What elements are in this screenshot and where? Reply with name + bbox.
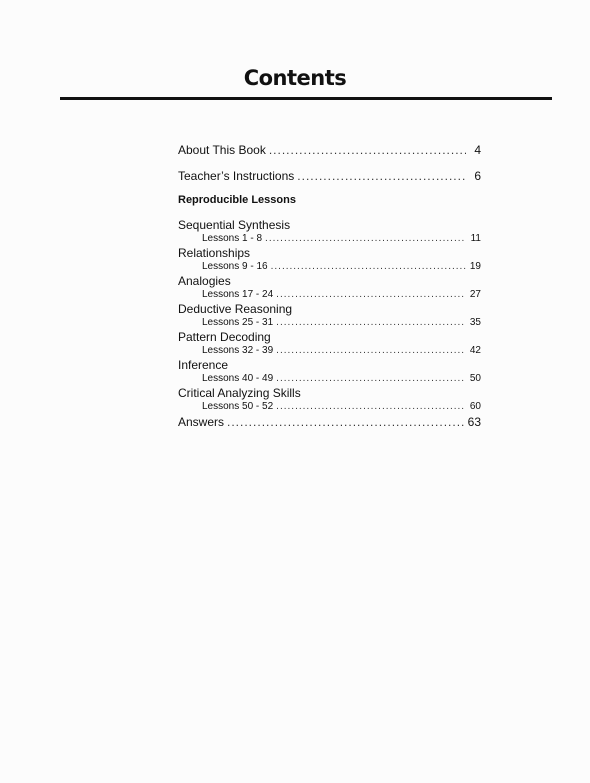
- lesson-category: Sequential Synthesis: [178, 218, 291, 232]
- lesson-list: [178, 219, 481, 429]
- lesson-page: 35: [469, 317, 481, 328]
- lesson-range: Lessons 50 - 52: [202, 401, 274, 412]
- lesson-range: Lessons 9 - 16: [202, 261, 268, 272]
- section-heading: Reproducible Lessons: [178, 194, 296, 206]
- dot-leader: [276, 372, 466, 385]
- toc-entry-about[interactable]: [178, 143, 481, 157]
- lesson-group-deductive-reasoning[interactable]: [178, 303, 481, 329]
- dot-leader: [276, 400, 466, 413]
- toc-entry-page: 4: [474, 143, 481, 157]
- lesson-page: 11: [470, 233, 481, 244]
- lesson-category: Analogies: [178, 274, 231, 288]
- dot-leader: [276, 288, 466, 301]
- dot-leader: [276, 316, 466, 329]
- lesson-page: 50: [469, 373, 481, 384]
- lesson-group-critical-analyzing-skills[interactable]: [178, 387, 481, 413]
- lesson-category: Deductive Reasoning: [178, 302, 293, 316]
- lesson-page: 27: [469, 289, 481, 300]
- lesson-group-sequential-synthesis[interactable]: [178, 219, 481, 245]
- toc-entry-answers[interactable]: [178, 415, 481, 429]
- lesson-page: 60: [469, 401, 481, 412]
- lesson-group-relationships[interactable]: [178, 247, 481, 273]
- lesson-range: Lessons 1 - 8: [202, 233, 263, 244]
- lesson-page: 19: [469, 261, 481, 272]
- lesson-group-inference[interactable]: [178, 359, 481, 385]
- toc-entry-label: About This Book: [178, 143, 266, 157]
- lesson-category: Pattern Decoding: [178, 330, 271, 344]
- toc-entry-label: Answers: [178, 415, 225, 429]
- dot-leader: [276, 344, 466, 357]
- dot-leader: [297, 169, 466, 183]
- lesson-category: Inference: [178, 358, 229, 372]
- lesson-range: Lessons 17 - 24: [202, 289, 274, 300]
- dot-leader: [269, 143, 466, 157]
- lesson-page: 42: [469, 345, 481, 356]
- toc-entry-teachers-instructions[interactable]: [178, 169, 481, 183]
- lesson-category: Critical Analyzing Skills: [178, 386, 301, 400]
- page-title: Contents: [243, 66, 347, 90]
- toc-entry-page: 63: [467, 415, 481, 429]
- dot-leader: [271, 260, 466, 273]
- dot-leader: [265, 232, 466, 245]
- title-rule: [60, 97, 552, 100]
- toc-entry-page: 6: [474, 169, 481, 183]
- lesson-range: Lessons 40 - 49: [202, 373, 274, 384]
- lesson-group-analogies[interactable]: [178, 275, 481, 301]
- lesson-range: Lessons 32 - 39: [202, 345, 274, 356]
- dot-leader: [227, 415, 465, 429]
- toc-entry-label: Teacher’s Instructions: [178, 169, 295, 183]
- lesson-category: Relationships: [178, 246, 251, 260]
- lesson-group-pattern-decoding[interactable]: [178, 331, 481, 357]
- lesson-range: Lessons 25 - 31: [202, 317, 274, 328]
